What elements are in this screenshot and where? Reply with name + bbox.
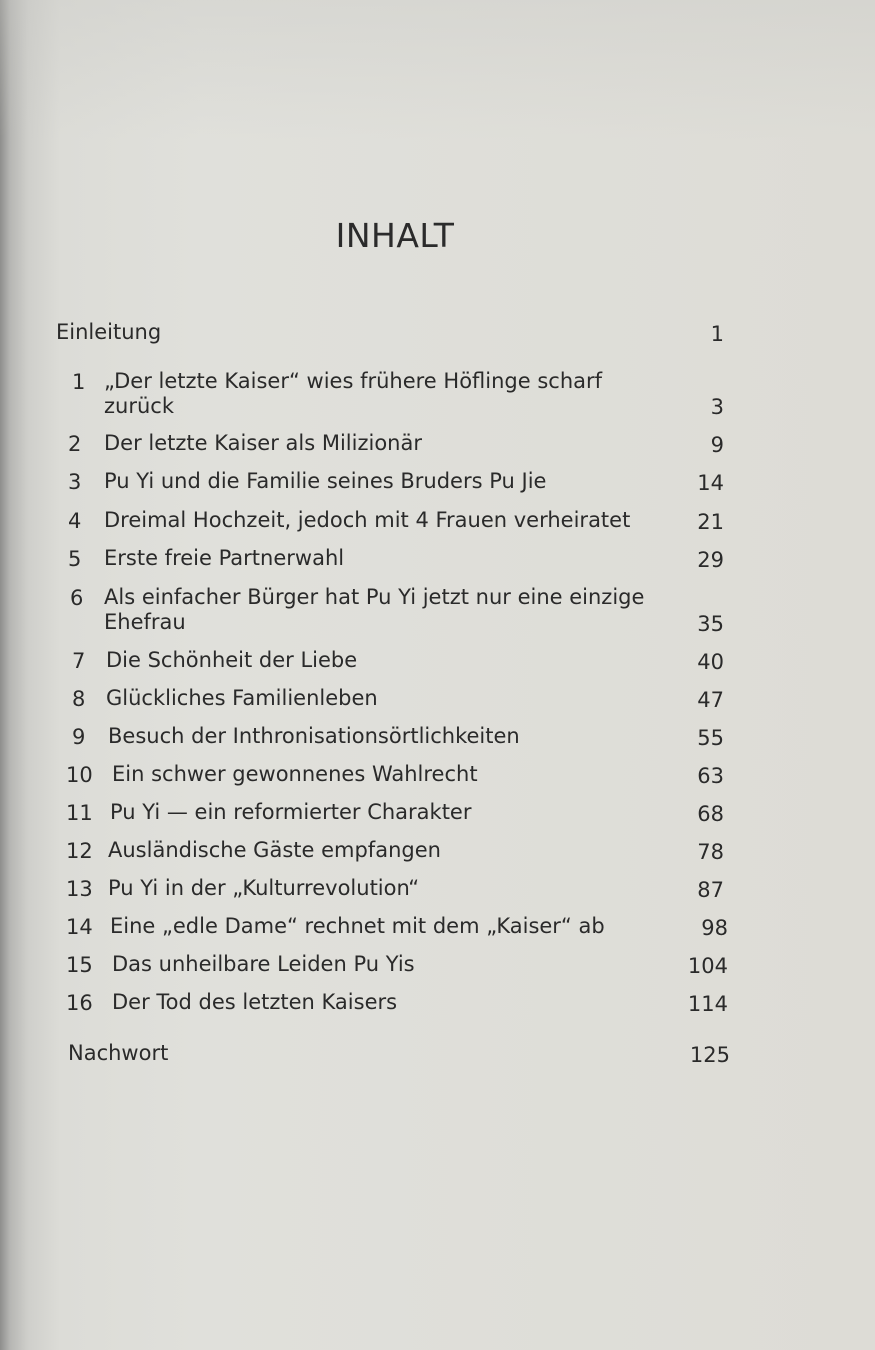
toc-chapter-page: 14 [697, 471, 724, 495]
toc-chapter-page: 3 [710, 395, 724, 419]
toc-chapter-number: 7 [72, 649, 86, 673]
toc-chapter-number: 13 [66, 877, 93, 901]
toc-chapter-page: 9 [710, 433, 724, 457]
toc-chapter-number: 16 [66, 991, 93, 1015]
toc-chapter-title: Eine „edle Dame“ rechnet mit dem „Kaiser“ ab [110, 914, 605, 938]
toc-chapter-page: 68 [697, 802, 724, 826]
toc-chapter-title-line2: zurück [104, 394, 174, 418]
toc-chapter-number: 11 [66, 801, 93, 825]
toc-chapter-page: 47 [697, 688, 724, 712]
toc-chapter-title: Dreimal Hochzeit, jedoch mit 4 Frauen verheiratet [104, 508, 631, 532]
toc-chapter-number: 10 [66, 763, 93, 787]
toc-chapter-page: 29 [697, 548, 724, 572]
toc-chapter-number: 4 [68, 509, 82, 533]
toc-chapter-number: 2 [68, 432, 82, 456]
toc-chapter-number: 5 [68, 547, 82, 571]
toc-chapter-title: Als einfacher Bürger hat Pu Yi jetzt nur eine einzige [104, 585, 645, 609]
toc-chapter-number: 9 [72, 725, 86, 749]
toc-chapter-title: Das unheilbare Leiden Pu Yis [112, 952, 415, 976]
toc-chapter-number: 12 [66, 839, 93, 863]
toc-chapter-title: Ausländische Gäste empfangen [108, 838, 441, 862]
toc-chapter-page: 21 [697, 510, 724, 534]
toc-chapter-page: 98 [701, 916, 728, 940]
toc-chapter-title: Der letzte Kaiser als Milizionär [104, 431, 422, 455]
toc-chapter-title: Ein schwer gewonnenes Wahlrecht [112, 762, 478, 786]
toc-chapter-title: Pu Yi und die Familie seines Bruders Pu Jie [104, 469, 547, 493]
toc-chapter-title: Glückliches Familienleben [106, 686, 378, 710]
toc-chapter-title: Pu Yi in der „Kulturrevolution“ [108, 876, 420, 900]
toc-chapter-page: 114 [687, 992, 728, 1016]
toc-intro-label: Einleitung [56, 320, 162, 344]
toc-chapter-title: „Der letzte Kaiser“ wies frühere Höflinge scharf [104, 369, 603, 393]
toc-chapter-number: 8 [72, 687, 86, 711]
toc-chapter-page: 55 [697, 726, 724, 750]
toc-chapter-page: 40 [697, 650, 724, 674]
toc-outro-label: Nachwort [68, 1041, 169, 1065]
toc-chapter-page: 35 [697, 612, 724, 636]
page-shading [0, 0, 875, 140]
toc-chapter-title: Erste freie Partnerwahl [104, 546, 345, 570]
toc-chapter-title-line2: Ehefrau [104, 610, 186, 634]
toc-chapter-number: 3 [68, 470, 82, 494]
toc-chapter-number: 1 [72, 370, 86, 394]
toc-chapter-number: 15 [66, 953, 93, 977]
toc-outro-page: 125 [689, 1043, 730, 1067]
toc-chapter-page: 87 [697, 878, 724, 902]
toc-chapter-title: Besuch der Inthronisationsörtlichkeiten [108, 724, 520, 748]
toc-chapter-page: 104 [687, 954, 728, 978]
toc-chapter-number: 6 [70, 586, 84, 610]
toc-intro-page: 1 [710, 322, 724, 346]
toc-chapter-title: Pu Yi — ein reformierter Charakter [110, 800, 472, 824]
toc-chapter-number: 14 [66, 915, 93, 939]
page-title: INHALT [335, 216, 455, 255]
toc-chapter-title: Die Schönheit der Liebe [106, 648, 358, 672]
toc-chapter-page: 78 [697, 840, 724, 864]
toc-chapter-title: Der Tod des letzten Kaisers [112, 990, 398, 1014]
toc-chapter-page: 63 [697, 764, 724, 788]
